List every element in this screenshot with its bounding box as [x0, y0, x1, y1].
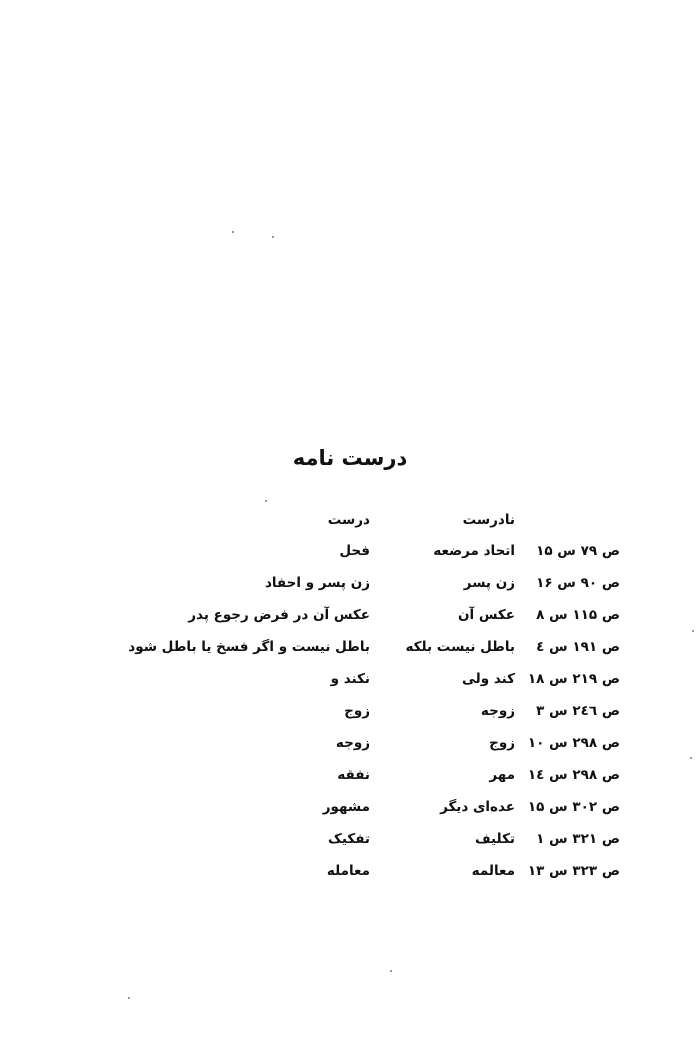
incorrect-text: عکس آن	[457, 607, 515, 623]
table-row	[100, 855, 620, 887]
incorrect-text: زوجه	[480, 703, 515, 719]
table-row	[100, 823, 620, 855]
scan-speck	[690, 757, 692, 759]
table-header-row	[100, 505, 620, 535]
page-line-location: ص ۳۰۲ س ۱۵	[527, 799, 620, 815]
scan-speck	[128, 997, 130, 999]
incorrect-text: زوج	[489, 735, 515, 751]
correct-text: زن پسر و احفاد	[264, 575, 370, 591]
scan-speck	[272, 236, 274, 238]
incorrect-text: تکلیف	[474, 831, 515, 847]
correct-text: زوج	[344, 703, 370, 719]
correct-text: فحل	[339, 543, 370, 559]
incorrect-text: عده‌ای دیگر	[440, 799, 515, 815]
table-row	[100, 567, 620, 599]
correct-text: تفکیک	[328, 831, 370, 847]
correct-header: درست	[327, 512, 370, 528]
correct-text: باطل نیست و اگر فسخ یا باطل شود	[128, 639, 370, 655]
errata-table	[100, 505, 620, 887]
table-row	[100, 791, 620, 823]
incorrect-text: کند ولی	[462, 671, 515, 687]
table-row	[100, 535, 620, 567]
correct-text: نفقه	[337, 767, 370, 783]
incorrect-text: زن پسر	[463, 575, 515, 591]
scan-speck	[232, 231, 234, 233]
scan-speck	[265, 500, 267, 502]
page-line-location: ص ۲۱۹ س ۱۸	[527, 671, 620, 687]
incorrect-text: مهر	[489, 767, 515, 783]
scan-speck	[390, 970, 392, 972]
table-row	[100, 663, 620, 695]
scan-speck	[692, 630, 694, 632]
errata-rows	[100, 535, 620, 887]
table-row	[100, 631, 620, 663]
correct-text: زوجه	[335, 735, 370, 751]
page-line-location: ص ۱۹۱ س ٤	[536, 639, 620, 655]
page-line-location: ص ۳۲۱ س ۱	[536, 831, 620, 847]
page-line-location: ص ۳۲۳ س ۱۳	[527, 863, 620, 879]
page-line-location: ص ۹۰ س ۱۶	[536, 575, 620, 591]
table-row	[100, 759, 620, 791]
correct-text: عکس آن در فرض رجوع پدر	[188, 607, 370, 623]
correct-text: نکند و	[330, 671, 370, 687]
page-line-location: ص ۷۹ س ۱۵	[536, 543, 620, 559]
incorrect-text: معالمه	[471, 863, 515, 879]
page-title: درست نامه	[292, 446, 408, 470]
table-row	[100, 599, 620, 631]
correct-text: معامله	[326, 863, 370, 879]
page-line-location: ص ۲٤٦ س ۳	[536, 703, 620, 719]
incorrect-text: باطل نیست بلکه	[405, 639, 515, 655]
correct-text: مشهور	[322, 799, 370, 815]
incorrect-header: نادرست	[462, 512, 515, 528]
incorrect-text: اتحاد مرضعه	[433, 543, 515, 559]
table-row	[100, 727, 620, 759]
page-line-location: ص ۲۹۸ س ۱۰	[527, 735, 620, 751]
page-line-location: ص ۲۹۸ س ١٤	[527, 767, 620, 783]
table-row	[100, 695, 620, 727]
page-line-location: ص ۱۱۵ س ۸	[536, 607, 620, 623]
